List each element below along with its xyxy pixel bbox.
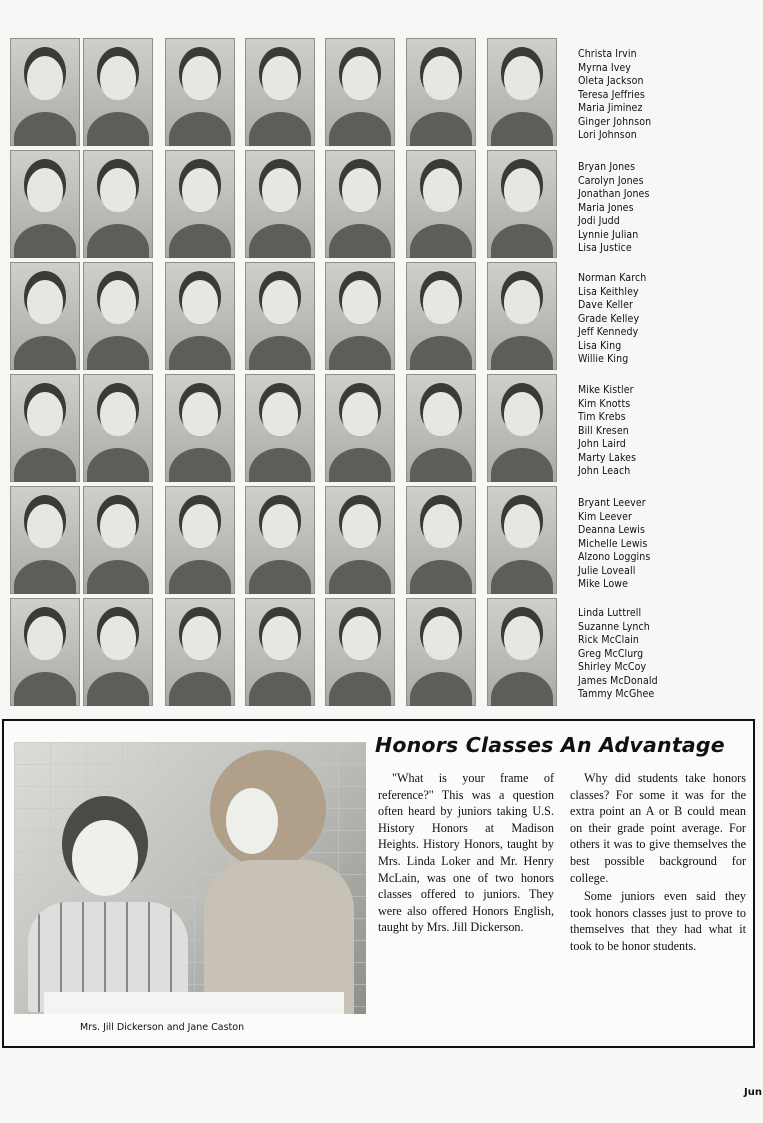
name-list	[578, 48, 688, 143]
student-name: Dave Keller	[578, 299, 633, 311]
portrait-photo	[10, 262, 80, 370]
student-name: Bryan Jones	[578, 161, 636, 173]
student-name: Linda Luttrell	[578, 607, 642, 619]
student-name: Oleta Jackson	[578, 75, 644, 87]
portrait-photo	[83, 262, 153, 370]
portrait-photo	[10, 374, 80, 482]
portrait-photo	[165, 262, 235, 370]
portrait-photo	[83, 150, 153, 258]
student-name: Norman Karch	[578, 272, 647, 284]
student-name: John Laird	[578, 438, 626, 450]
student-name: Kim Leever	[578, 510, 633, 523]
portrait-photo	[83, 486, 153, 594]
student-name: John Leach	[578, 465, 631, 477]
portrait-photo	[83, 374, 153, 482]
student-name: Lisa Keithley	[578, 285, 639, 298]
article-column	[570, 770, 746, 955]
portrait-photo	[487, 150, 557, 258]
student-name: Shirley McCoy	[578, 661, 647, 673]
portrait-photo	[325, 150, 395, 258]
student-name: Myrna Ivey	[578, 61, 631, 74]
name-list	[578, 384, 688, 479]
portrait-photo	[10, 486, 80, 594]
portrait-photo	[406, 598, 476, 706]
portrait-photo	[325, 262, 395, 370]
name-list	[578, 607, 688, 702]
student-name: Maria Jones	[578, 201, 634, 214]
student-name: Lynnie Julian	[578, 228, 639, 241]
portrait-photo	[10, 38, 80, 146]
student-name: Julie Loveall	[578, 564, 636, 577]
portrait-photo	[245, 262, 315, 370]
student-name: Bill Kresen	[578, 424, 629, 437]
portrait-photo	[165, 38, 235, 146]
student-name: Mike Kistler	[578, 384, 634, 396]
student-name: Lisa Justice	[578, 242, 632, 254]
student-name: James McDonald	[578, 674, 658, 687]
portrait-photo	[487, 38, 557, 146]
portrait-photo	[406, 38, 476, 146]
portrait-photo	[487, 486, 557, 594]
name-list	[578, 161, 688, 256]
portrait-photo	[325, 598, 395, 706]
portrait-photo	[245, 598, 315, 706]
student-name: Maria Jiminez	[578, 102, 643, 114]
portrait-photo	[487, 598, 557, 706]
student-name: Suzanne Lynch	[578, 620, 650, 633]
name-list	[578, 497, 688, 592]
student-name: Lori Johnson	[578, 129, 637, 141]
student-name: Grade Kelley	[578, 312, 640, 325]
portrait-photo	[245, 486, 315, 594]
student-name: Carolyn Jones	[578, 174, 644, 187]
article-headline: Honors Classes An Advantage	[375, 733, 725, 757]
student-name: Greg McClurg	[578, 647, 644, 660]
portrait-photo	[83, 38, 153, 146]
portrait-photo	[165, 150, 235, 258]
student-name: Lisa King	[578, 339, 622, 352]
portrait-photo	[245, 374, 315, 482]
student-name: Jodi Judd	[578, 215, 620, 227]
student-name: Kim Knotts	[578, 397, 631, 410]
portrait-photo	[325, 486, 395, 594]
portrait-photo	[10, 150, 80, 258]
student-name: Michelle Lewis	[578, 537, 648, 550]
student-name: Mike Lowe	[578, 578, 628, 590]
portrait-photo	[325, 374, 395, 482]
article-paragraph: Some juniors even said they took honors classes just to prove to themselves that they had what it took to be honor students.	[570, 889, 746, 953]
student-name: Jonathan Jones	[578, 188, 650, 200]
portrait-photo	[487, 374, 557, 482]
portrait-photo	[406, 374, 476, 482]
article-column	[378, 770, 554, 936]
student-name: Deanna Lewis	[578, 524, 646, 536]
photo-caption: Mrs. Jill Dickerson and Jane Caston	[80, 1022, 245, 1033]
portrait-photo	[245, 38, 315, 146]
student-name: Willie King	[578, 353, 629, 365]
portrait-photo	[325, 38, 395, 146]
student-name: Jeff Kennedy	[578, 326, 639, 338]
portrait-photo	[245, 150, 315, 258]
student-name: Bryant Leever	[578, 497, 646, 509]
portrait-photo	[487, 262, 557, 370]
section-label: Jun	[744, 1087, 762, 1098]
student-name: Ginger Johnson	[578, 115, 652, 128]
student-name: Rick McClain	[578, 634, 640, 646]
portrait-photo	[165, 374, 235, 482]
portrait-photo	[83, 598, 153, 706]
student-name: Tim Krebs	[578, 411, 626, 423]
feature-box	[2, 719, 755, 1048]
article-paragraph: "What is your frame of reference?" This was a question often heard by juniors taking U.S. History Honors at Madison Heights. History Honors, taught by Mrs. Linda Loker and Mr. Henry McLain, was one of two honors classes offered to juniors. They were also offered Honors English, taught by Mrs. Jill Dickerson.	[378, 771, 554, 935]
portrait-photo	[406, 486, 476, 594]
feature-photo	[14, 742, 366, 1014]
portrait-photo	[406, 262, 476, 370]
student-name: Marty Lakes	[578, 451, 637, 464]
portrait-photo	[165, 598, 235, 706]
portrait-photo	[10, 598, 80, 706]
student-name: Christa Irvin	[578, 48, 637, 60]
portrait-photo	[165, 486, 235, 594]
portrait-photo	[406, 150, 476, 258]
student-name: Teresa Jeffries	[578, 88, 645, 101]
article-paragraph: Why did students take honors classes? For some it was for the extra point an A or B could mean on their grade point average. For others it was to give themselves the best possible background for college.	[570, 771, 746, 885]
student-name: Alzono Loggins	[578, 551, 651, 563]
name-list	[578, 272, 688, 367]
student-name: Tammy McGhee	[578, 688, 655, 700]
